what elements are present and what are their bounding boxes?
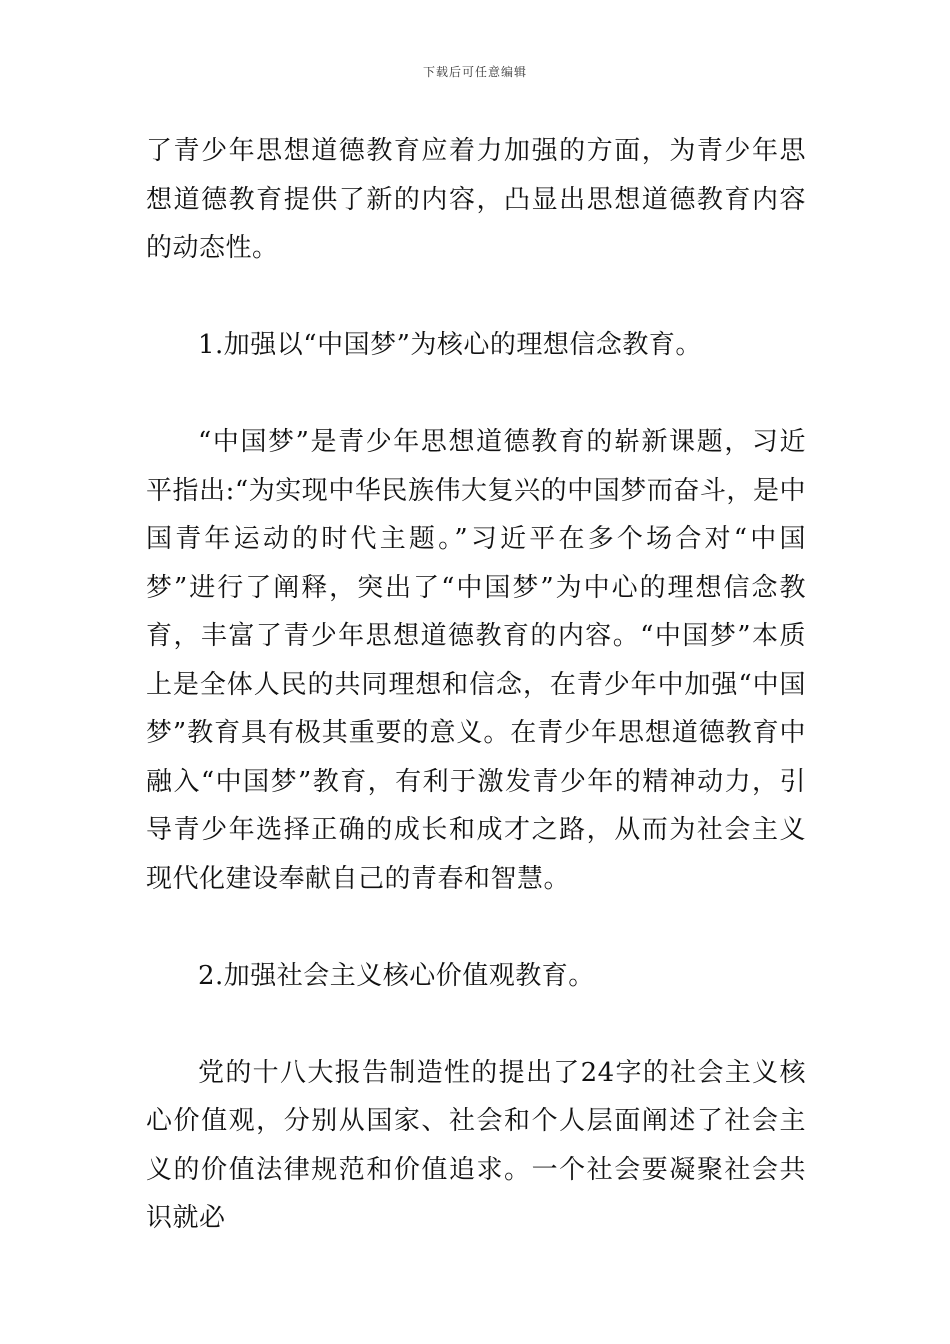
paragraph-continuation: 了青少年思想道德教育应着力加强的方面，为青少年思想道德教育提供了新的内容，凸显出思想道德教育内容的动态性。 bbox=[146, 136, 806, 263]
section-heading-1: 1.加强以“中国梦”为核心的理想信念教育。 bbox=[198, 330, 702, 360]
section-heading-2: 2.加强社会主义核心价值观教育。 bbox=[198, 960, 595, 991]
paragraph-gap bbox=[146, 903, 806, 952]
paragraph-china-dream: “中国梦”是青少年思想道德教育的崭新课题，习近平指出:“为实现中华民族伟大复兴的中国梦而奋斗，是中国青年运动的时代主题。”习近平在多个场合对“中国梦”进行了阐释，突出了“中国梦”为中心的理想信念教育，丰富了青少年思想道德教育的内容。“中国梦”本质上是全体人民的共同理想和信念，在青少年中加强“中国梦”教育具有极其重要的意义。在青少年思想道德教育中融入“中国梦”教育，有利于激发青少年的精神动力，引导青少年选择正确的成长和成才之路，从而为社会主义现代化建设奉献自己的青春和智慧。 bbox=[146, 427, 806, 894]
paragraph-core-values: 党的十八大报告制造性的提出了24字的社会主义核心价值观，分别从国家、社会和个人层面阐述了社会主义的价值法律规范和价值追求。一个社会要凝聚社会共识就必 bbox=[146, 1057, 806, 1233]
paragraph-gap bbox=[146, 273, 806, 322]
paragraph-gap bbox=[146, 1000, 806, 1049]
document-body bbox=[146, 127, 806, 1243]
page-header-note: 下载后可任意编辑 bbox=[422, 65, 527, 79]
paragraph-gap bbox=[146, 370, 806, 419]
